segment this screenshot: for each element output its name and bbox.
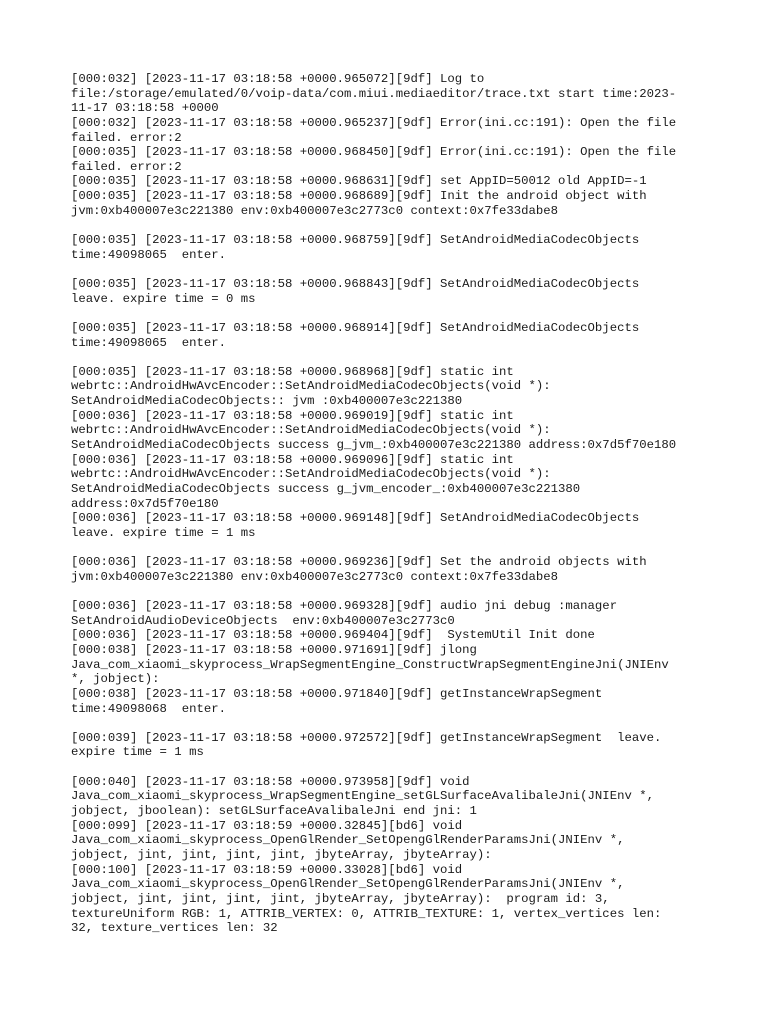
log-line: [000:036] [2023-11-17 03:18:58 +0000.969096][9df] static int [71,452,514,467]
log-line: [000:036] [2023-11-17 03:18:58 +0000.969328][9df] audio jni debug :manager [71,599,618,614]
log-line: time:49098065 enter. [71,247,226,262]
log-line: [000:099] [2023-11-17 03:18:59 +0000.32845][bd6] void [71,818,463,833]
log-line: [000:100] [2023-11-17 03:18:59 +0000.33028][bd6] void [71,862,463,877]
log-line: Java_com_xiaomi_skyprocess_OpenGlRender_SetOpengGlRenderParamsJni(JNIEnv *, [71,877,625,892]
log-line: [000:038] [2023-11-17 03:18:58 +0000.971840][9df] getInstanceWrapSegment [71,686,603,701]
log-line: Java_com_xiaomi_skyprocess_OpenGlRender_SetOpengGlRenderParamsJni(JNIEnv *, [71,833,625,848]
blank-line [71,716,699,731]
log-line: [000:040] [2023-11-17 03:18:58 +0000.973958][9df] void [71,774,470,789]
log-line: jvm:0xb400007e3c221380 env:0xb400007e3c2773c0 context:0x7fe33dabe8 [71,569,559,584]
blank-line [71,218,699,233]
log-line: Java_com_xiaomi_skyprocess_WrapSegmentEngine_ConstructWrapSegmentEngineJni(JNIEnv [71,657,669,672]
blank-line [71,350,699,365]
log-line: [000:035] [2023-11-17 03:18:58 +0000.968759][9df] SetAndroidMediaCodecObjects [71,233,640,248]
log-line: [000:035] [2023-11-17 03:18:58 +0000.968631][9df] set AppID=50012 old AppID=-1 [71,174,647,189]
log-line: jobject, jboolean): setGLSurfaceAvalibaleJni end jni: 1 [71,804,477,819]
log-line: address:0x7d5f70e180 [71,496,219,511]
blank-line [71,262,699,277]
blank-line [71,760,699,775]
log-line: 11-17 03:18:58 +0000 [71,101,219,116]
blank-line [71,306,699,321]
log-line: Java_com_xiaomi_skyprocess_WrapSegmentEngine_setGLSurfaceAvalibaleJni(JNIEnv *, [71,789,654,804]
log-line: SetAndroidMediaCodecObjects success g_jvm_:0xb400007e3c221380 address:0x7d5f70e180 [71,438,677,453]
log-document [71,72,699,936]
log-line: [000:032] [2023-11-17 03:18:58 +0000.965072][9df] Log to [71,72,485,86]
log-line: *, jobject): [71,672,160,687]
log-line: failed. error:2 [71,130,182,145]
blank-line [71,584,699,599]
log-line: [000:036] [2023-11-17 03:18:58 +0000.969019][9df] static int [71,408,514,423]
log-line: 32, texture_vertices len: 32 [71,921,278,936]
log-line: jobject, jint, jint, jint, jint, jbyteArray, jbyteArray): [71,847,492,862]
log-line: expire time = 1 ms [71,745,204,760]
log-line: SetAndroidAudioDeviceObjects env:0xb400007e3c2773c0 [71,613,455,628]
log-line: [000:032] [2023-11-17 03:18:58 +0000.965237][9df] Error(ini.cc:191): Open the file [71,115,677,130]
log-line: SetAndroidMediaCodecObjects:: jvm :0xb400007e3c221380 [71,394,463,409]
log-line: textureUniform RGB: 1, ATTRIB_VERTEX: 0, ATTRIB_TEXTURE: 1, vertex_vertices len: [71,906,662,921]
log-line: [000:039] [2023-11-17 03:18:58 +0000.972572][9df] getInstanceWrapSegment leave. [71,730,662,745]
log-line: [000:035] [2023-11-17 03:18:58 +0000.968450][9df] Error(ini.cc:191): Open the file [71,145,677,160]
log-line: time:49098068 enter. [71,701,226,716]
log-line: time:49098065 enter. [71,335,226,350]
log-line: webrtc::AndroidHwAvcEncoder::SetAndroidMediaCodecObjects(void *): [71,423,551,438]
log-line: [000:035] [2023-11-17 03:18:58 +0000.968914][9df] SetAndroidMediaCodecObjects [71,320,640,335]
log-line: failed. error:2 [71,159,182,174]
log-line: jobject, jint, jint, jint, jint, jbyteArray, jbyteArray): program id: 3, [71,891,610,906]
log-line: [000:035] [2023-11-17 03:18:58 +0000.968689][9df] Init the android object with [71,189,647,204]
log-line: [000:035] [2023-11-17 03:18:58 +0000.968843][9df] SetAndroidMediaCodecObjects [71,276,640,291]
log-line: [000:038] [2023-11-17 03:18:58 +0000.971691][9df] jlong [71,642,477,657]
log-line: leave. expire time = 1 ms [71,525,256,540]
log-line: [000:036] [2023-11-17 03:18:58 +0000.969236][9df] Set the android objects with [71,555,647,570]
log-line: SetAndroidMediaCodecObjects success g_jvm_encoder_:0xb400007e3c221380 [71,481,581,496]
log-line: [000:036] [2023-11-17 03:18:58 +0000.969148][9df] SetAndroidMediaCodecObjects [71,511,640,526]
log-line: leave. expire time = 0 ms [71,291,256,306]
log-line: jvm:0xb400007e3c221380 env:0xb400007e3c2773c0 context:0x7fe33dabe8 [71,203,559,218]
log-line: webrtc::AndroidHwAvcEncoder::SetAndroidMediaCodecObjects(void *): [71,467,551,482]
log-line: [000:035] [2023-11-17 03:18:58 +0000.968968][9df] static int [71,364,514,379]
log-line: [000:036] [2023-11-17 03:18:58 +0000.969404][9df] SystemUtil Init done [71,628,595,643]
log-line: webrtc::AndroidHwAvcEncoder::SetAndroidMediaCodecObjects(void *): [71,379,551,394]
blank-line [71,541,699,556]
log-line: file:/storage/emulated/0/voip-data/com.miui.mediaeditor/trace.txt start time:2023- [71,86,677,101]
